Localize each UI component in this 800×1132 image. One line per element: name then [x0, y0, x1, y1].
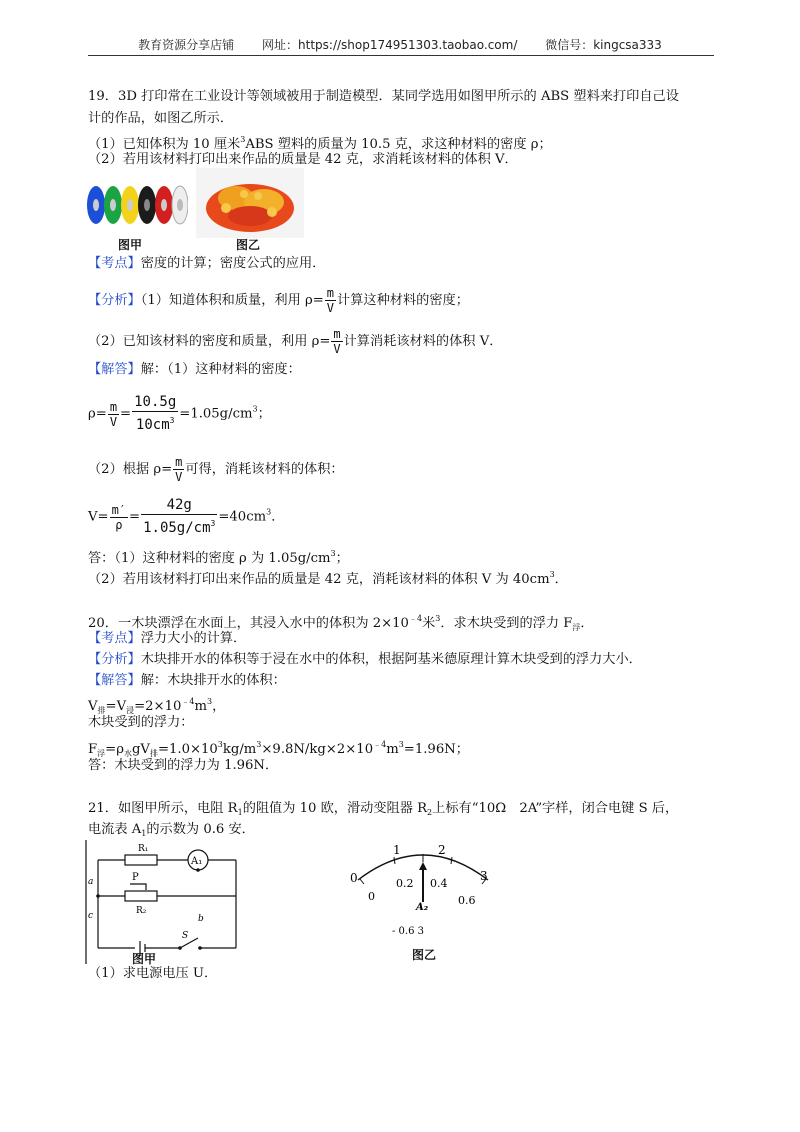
label-a1: A₁: [191, 856, 203, 867]
q19-eq2: V= $\frac{m'}{\rho}$ = $\frac{42g}{1.05g/cm^3}$ $=40cm^3$．: [88, 497, 285, 536]
q20-jieda: 【解答】解：木块排开水的体积：: [88, 673, 286, 688]
inner-scale-0-2: 0.2: [396, 877, 414, 890]
label-b: b: [198, 914, 204, 924]
q19-eq1: ρ= $\frac{m}{V}$ = $\frac{10.5g}{10cm^3}$ $=1.05g/cm^3$；: [88, 394, 271, 433]
outer-scale-2: 2: [438, 843, 446, 857]
spool-black: [138, 186, 156, 224]
spool-green: [104, 186, 122, 224]
q19-line1: 19．3D 打印常在工业设计等领域被用于制造模型．某同学选用如图甲所示的 ABS 塑料来打印自己设: [88, 89, 679, 104]
shop-name: 教育资源分享店铺: [138, 38, 235, 52]
spool-yellow: [121, 186, 139, 224]
q20-force-eq: $F_浮=\rho_水gV_排=1.0\times 10^3kg/m^3\times 9.8N/kg\times 2\times 10^{﹣4}m^3=1.96N$；: [88, 740, 469, 758]
fig-jia-caption: 图甲: [118, 238, 143, 252]
q19-jieda2: （2）根据 ρ= $\frac{m}{V}$ 可得，消耗该材料的体积：: [88, 455, 344, 484]
page-header: [0, 36, 800, 53]
q19-part1: （1）已知体积为 10 厘米$^3$ABS 塑料的质量为 10.5 克，求这种材料的密度 ρ；: [88, 135, 552, 152]
fig-circuit-caption: 图甲: [132, 952, 157, 966]
fraction-m-prime-over-rho: $\frac{m'}{\rho}$: [111, 502, 127, 532]
ammeter-label: A₂: [416, 902, 429, 913]
q19-part2: （2）若用该材料打印出来作品的质量是 42 克，求消耗该材料的体积 V．: [88, 152, 518, 167]
label-p: P: [132, 872, 139, 883]
q20-volume-eq: $V_排=V_浸=2\times 10^{﹣4}m^3$，: [88, 697, 226, 715]
q20-line1: 20．一木块漂浮在水面上，其浸入水中的体积为 $2\times 10^{﹣4}$米$^3$．求木块受到的浮力 $F_浮$．: [88, 614, 594, 632]
fraction-m-over-v: $\frac{m}{V}$: [109, 399, 118, 429]
q19-kaodian: 【考点】密度的计算；密度公式的应用．: [88, 256, 326, 271]
filament-spools-image: [84, 182, 188, 228]
inner-scale-0-6: 0.6: [458, 894, 476, 907]
fig-yi-caption: 图乙: [236, 238, 261, 252]
label-r1: R₁: [138, 844, 149, 854]
circuit-diagram: [80, 840, 250, 970]
label-r2: R₂: [136, 906, 147, 916]
outer-scale-0: 0: [350, 871, 358, 885]
q21-part1: （1）求电源电压 U．: [88, 966, 218, 981]
q21-line2: 电流表 $A_1$的示数为 0.6 安．: [88, 822, 255, 838]
q20-kaodian: 【考点】浮力大小的计算．: [88, 631, 247, 646]
q19-line2: 计的作品，如图乙所示．: [88, 111, 234, 126]
fraction-10-5g-over-10cm3: $\frac{10.5g}{10cm^3}$: [134, 394, 177, 433]
printed-model-image: [196, 168, 304, 238]
fraction-m-over-v: $\frac{m}{V}$: [175, 455, 183, 484]
q20-answer: 答：木块受到的浮力为 1.96N．: [88, 758, 279, 773]
q19-answer-1: 答：（1）这种材料的密度 ρ 为 $1.05g/cm^3$；: [88, 549, 349, 566]
spool-red: [155, 186, 173, 224]
terminal-labels: - 0.6 3: [392, 926, 425, 937]
outer-scale-1: 1: [393, 843, 401, 857]
q20-force-label: 木块受到的浮力：: [88, 715, 194, 730]
inner-scale-0: 0: [368, 890, 375, 903]
ammeter-dial: [348, 842, 498, 942]
label-a: a: [88, 877, 94, 887]
fig-ammeter-caption: 图乙: [412, 948, 437, 962]
q19-fenxi-2: （2）已知该材料的密度和质量，利用 ρ= $\frac{m}{V}$ 计算消耗该材料的体积 V．: [88, 327, 503, 356]
q19-fenxi-1: 【分析】（1）知道体积和质量，利用 ρ= $\frac{m}{V}$ 计算这种材料的密度；: [88, 286, 469, 315]
spool-blue: [87, 186, 105, 224]
fraction-m-over-v: $\frac{m}{V}$: [326, 286, 335, 315]
fraction-m-over-v: $\frac{m}{V}$: [333, 327, 341, 356]
fraction-42g-over-density: $\frac{42g}{1.05g/cm^3}$: [143, 497, 216, 536]
label-s: S: [182, 931, 189, 941]
wechat-id: 微信号：kingcsa333: [545, 38, 662, 52]
q19-answer-2: （2）若用该材料打印出来作品的质量是 42 克，消耗该材料的体积 V 为 $40cm^3$．: [88, 570, 568, 587]
q20-fenxi: 【分析】木块排开水的体积等于浸在水中的体积，根据阿基米德原理计算木块受到的浮力大小．: [88, 652, 642, 667]
q19-jieda: 【解答】解：（1）这种材料的密度：: [88, 362, 301, 377]
spool-white: [172, 186, 188, 224]
q21-line1: 21．如图甲所示，电阻 $R_1$的阻值为 10 欧，滑动变阻器 $R_2$上标有“10Ω 2A”字样，闭合电键 S 后，: [88, 801, 679, 817]
shop-url[interactable]: 网址：https://shop174951303.taobao.com/: [262, 38, 518, 52]
outer-scale-3: 3: [480, 869, 488, 883]
inner-scale-0-4: 0.4: [430, 877, 448, 890]
header-divider: [88, 55, 714, 56]
label-c: c: [88, 911, 94, 921]
